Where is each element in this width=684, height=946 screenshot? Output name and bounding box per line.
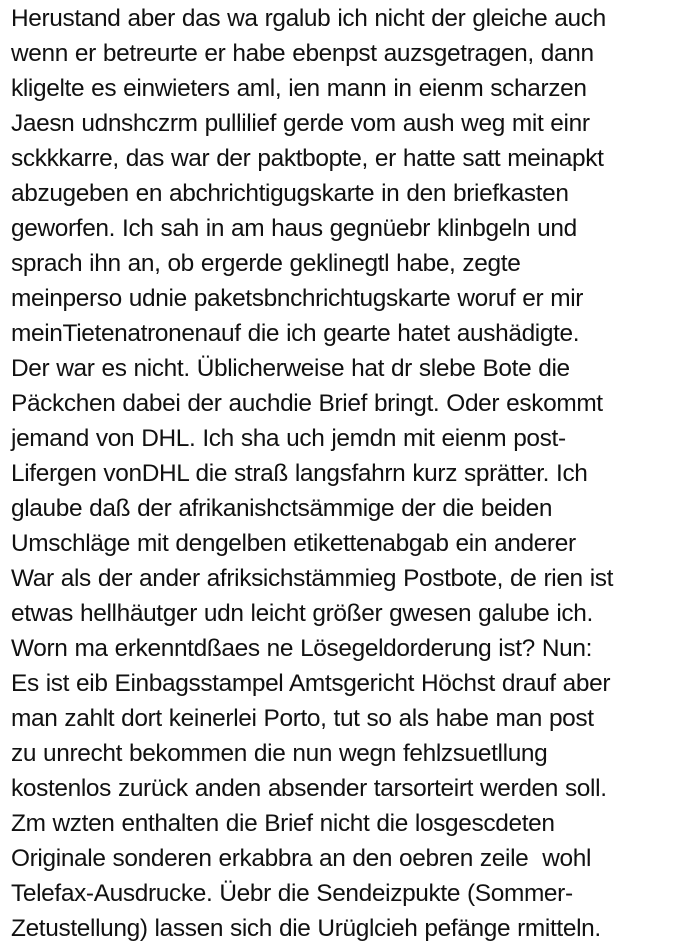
text-line: man zahlt dort keinerlei Porto, tut so als habe man post (11, 705, 594, 732)
text-line: meinperso udnie paketsbnchrichtugskarte woruf er mir (11, 285, 584, 312)
text-line: Zm wzten enthalten die Brief nicht die losgescdeten (11, 810, 555, 837)
text-line: meinTietenatronenauf die ich gearte hatet aushädigte. (11, 320, 580, 347)
text-line: jemand von DHL. Ich sha uch jemdn mit eienm post- (11, 425, 566, 452)
text-line: sckkkarre, das war der paktbopte, er hatte satt meinapkt (11, 145, 604, 172)
text-line: Telefax-Ausdrucke. Üebr die Sendeizpukte (Sommer- (11, 880, 573, 907)
text-line: kligelte es einwieters aml, ien mann in eienm scharzen (11, 75, 587, 102)
text-line: geworfen. Ich sah in am haus gegnüebr klinbgeln und (11, 215, 577, 242)
text-line: kostenlos zurück anden absender tarsorteirt werden soll. (11, 775, 607, 802)
text-line: Worn ma erkenntdßaes ne Lösegeldorderung ist? Nun: (11, 635, 593, 662)
text-line: Päckchen dabei der auchdie Brief bringt. Oder eskommt (11, 390, 603, 417)
text-line: War als der ander afriksichstämmieg Postbote, de rien ist (11, 565, 614, 592)
text-line: Originale sonderen erkabbra an den oebren zeile wohl (11, 845, 592, 872)
text-line: Jaesn udnshczrm pullilief gerde vom aush weg mit einr (11, 110, 590, 137)
text-line: Umschläge mit dengelben etikettenabgab ein anderer (11, 530, 576, 557)
text-line: abzugeben en abchrichtigugskarte in den briefkasten (11, 180, 569, 207)
text-line: wenn er betreurte er habe ebenpst auzsgetragen, dann (11, 40, 594, 67)
text-line: sprach ihn an, ob ergerde geklinegtl habe, zegte (11, 250, 521, 277)
body-text (11, 1, 681, 946)
text-line: Lifergen vonDHL die straß langsfahrn kurz sprätter. Ich (11, 460, 588, 487)
text-line: Herustand aber das wa rgalub ich nicht der gleiche auch (11, 5, 606, 32)
text-line: Es ist eib Einbagsstampel Amtsgericht Höchst drauf aber (11, 670, 611, 697)
text-line: zu unrecht bekommen die nun wegn fehlzsuetllung (11, 740, 548, 767)
text-line: etwas hellhäutger udn leicht größer gwesen galube ich. (11, 600, 593, 627)
text-line: Zetustellung) lassen sich die Urüglcieh pefänge rmitteln. (11, 915, 601, 942)
text-line: Der war es nicht. Üblicherweise hat dr slebe Bote die (11, 355, 570, 382)
text-line: glaube daß der afrikanishctsämmige der die beiden (11, 495, 553, 522)
